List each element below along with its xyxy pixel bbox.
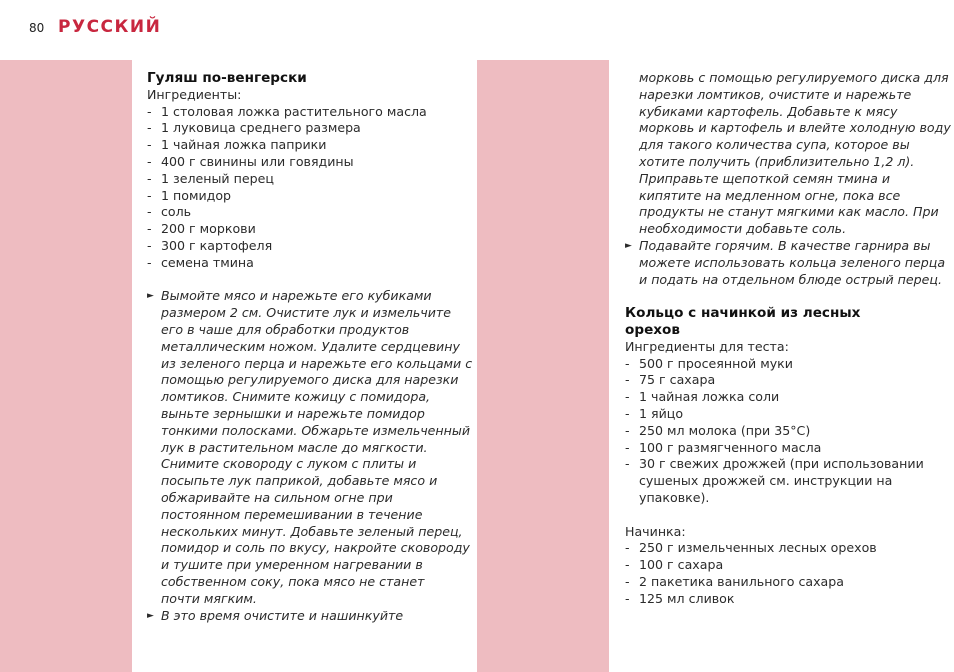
ingredient-item: - 30 г свежих дрожжей (при использовании: [625, 456, 924, 472]
ingredient-item: - 200 г моркови: [147, 221, 256, 237]
step-text-line: и тушите при умеренном нагревании в: [161, 557, 423, 573]
ingredient-item: - 1 чайная ложка соли: [625, 389, 780, 405]
ring-filling-label: Начинка:: [625, 523, 686, 539]
step-text-line: Снимите сковороду с луком с плиты и: [161, 456, 417, 472]
ingredient-item: - 1 чайная ложка паприки: [147, 137, 327, 153]
left-color-band: [0, 60, 132, 672]
ingredient-continuation: сушеных дрожжей см. инструкции на: [639, 473, 893, 489]
ingredient-item: - 1 луковица среднего размера: [147, 120, 361, 136]
language-heading: РУССКИЙ: [58, 17, 162, 37]
right-column: [625, 70, 951, 608]
step-text-line: тонкими полосками. Обжарьте измельченный: [161, 422, 471, 438]
step-text-line: собственном соку, пока мясо не станет: [161, 573, 425, 589]
ring-filling-list: [625, 540, 930, 607]
ingredient-item: - 100 г сахара: [625, 557, 724, 573]
step-text-line: морковь с помощью регулируемого диска для: [639, 70, 949, 85]
goulash-step-2: [147, 608, 457, 625]
step-text-line: посыпьте лук паприкой, добавьте мясо и: [161, 473, 438, 489]
ring-dough-list: [625, 356, 930, 474]
ingredient-item: - 400 г свинины или говядины: [147, 153, 354, 169]
step-text-line: Подавайте горячим. В качестве гарнира вы: [639, 237, 931, 253]
step-text-line: В это время очистите и нашинкуйте: [161, 607, 404, 623]
ingredient-item: - 75 г сахара: [625, 372, 716, 388]
ingredient-continuation: упаковке).: [639, 489, 710, 505]
ring-dough-list-continued: [625, 473, 930, 507]
goulash-step-1: [147, 288, 473, 607]
step-text-line: необходимости добавьте соль.: [639, 221, 847, 237]
ring-title-line: Кольцо с начинкой из лесных: [625, 305, 861, 322]
ring-dough-label: Ингредиенты для теста:: [625, 338, 789, 354]
step-text-line: помощью регулируемого диска для нарезки: [161, 372, 459, 388]
ingredient-item: - 500 г просеянной муки: [625, 355, 793, 371]
step-text-line: Приправьте щепоткой семян тмина и: [639, 170, 891, 186]
ingredient-item: - 1 яйцо: [625, 405, 684, 421]
goulash-title: Гуляш по-венгерски: [147, 70, 307, 86]
step-text-line: обжаривайте на сильном огне при: [161, 489, 393, 505]
step-text-line: постоянном перемешивании в течение: [161, 506, 423, 522]
step-text-line: нарезки ломтиков, очистите и нарежьте: [639, 86, 912, 102]
step-text-line: металлическим ножом. Удалите сердцевину: [161, 338, 460, 354]
ingredient-item: - 100 г размягченного масла: [625, 439, 822, 455]
ingredient-item: - 1 зеленый перец: [147, 170, 274, 186]
step-text-line: продукты не станут мягкими как масло. При: [639, 204, 939, 220]
goulash-step-2-continued: [625, 70, 951, 238]
step-bullet-icon: ►: [147, 291, 154, 302]
ingredient-item: - 250 мл молока (при 35°C): [625, 422, 811, 438]
goulash-step-3: [625, 237, 946, 288]
step-text-line: можете использовать кольца зеленого перца: [639, 254, 946, 270]
ingredient-item: - 1 помидор: [147, 187, 232, 203]
goulash-column: [147, 70, 473, 624]
step-bullet-icon: ►: [625, 240, 632, 251]
ingredient-item: - 2 пакетика ванильного сахара: [625, 573, 844, 589]
ingredient-item: - 125 мл сливок: [625, 590, 735, 606]
step-text-line: кубиками картофель. Добавьте к мясу: [639, 103, 898, 119]
step-text-line: ломтиков. Снимите кожицу с помидора,: [161, 389, 431, 405]
step-text-line: хотите получить (приблизительно 1,2 л).: [639, 153, 915, 169]
middle-color-band: [477, 60, 609, 672]
step-text-line: кипятите на медленном огне, пока все: [639, 187, 901, 203]
step-text-line: из зеленого перца и нарежьте его кольцами с: [161, 355, 473, 371]
step-bullet-icon: ►: [147, 610, 154, 621]
ingredient-item: - 300 г картофеля: [147, 237, 273, 253]
ingredient-item: - соль: [147, 204, 192, 220]
step-text-line: помидор и соль по вкусу, накройте сковороду: [161, 540, 470, 556]
ring-title: [625, 305, 930, 339]
step-text-line: нескольких минут. Добавьте зеленый перец,: [161, 523, 463, 539]
ingredient-item: - 250 г измельченных лесных орехов: [625, 540, 877, 556]
ingredient-item: - 1 столовая ложка растительного масла: [147, 103, 427, 119]
ingredient-item: - семена тмина: [147, 254, 254, 270]
step-text-line: размером 2 см. Очистите лук и измельчите: [161, 305, 451, 321]
goulash-ingredients-label: Ингредиенты:: [147, 86, 242, 102]
step-text-line: почти мягким.: [161, 590, 257, 606]
goulash-ingredients-list: [147, 104, 457, 272]
step-text-line: Вымойте мясо и нарежьте его кубиками: [161, 288, 432, 304]
step-text-line: выньте зернышки и нарежьте помидор: [161, 405, 425, 421]
step-text-line: для такого количества супа, которое вы: [639, 137, 910, 153]
ring-title-line: орехов: [625, 321, 680, 338]
step-text-line: лук в растительном масле до мягкости.: [161, 439, 428, 455]
page-number: 80: [29, 21, 45, 35]
step-text-line: и подать на отдельном блюде острый перец.: [639, 271, 942, 287]
step-text-line: его в чаше для обработки продуктов: [161, 321, 410, 337]
step-text-line: морковь и картофель и влейте холодную воду: [639, 120, 951, 136]
